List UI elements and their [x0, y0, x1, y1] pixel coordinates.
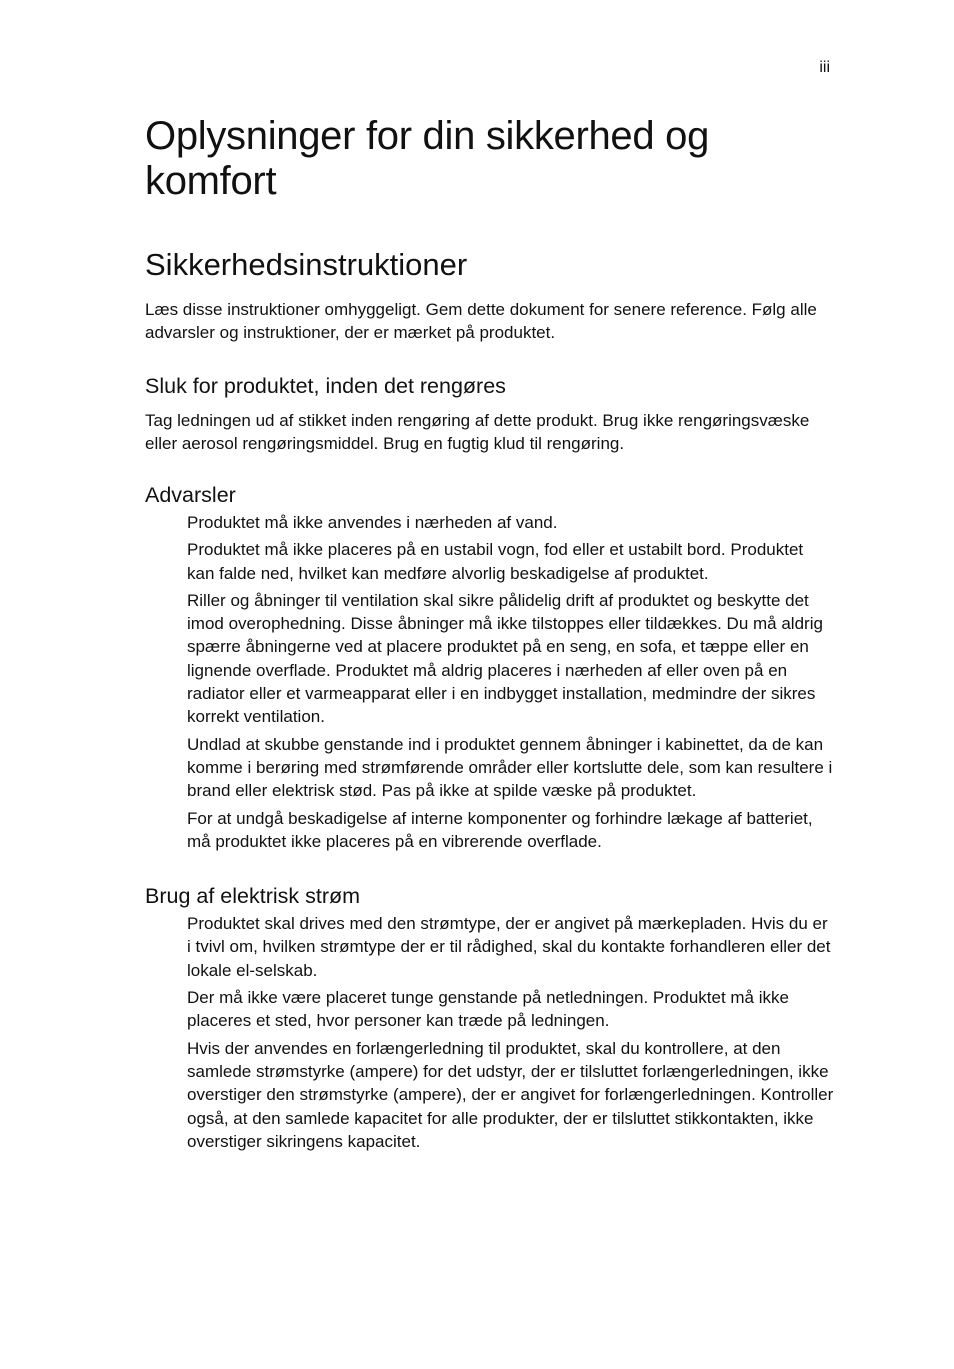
warning-item: Produktet må ikke placeres på en ustabil vogn, fod eller et ustabilt bord. Produktet kan falde ned, hvilket kan medføre alvorlig beskadigelse af produktet.	[187, 540, 804, 583]
warning-item: Riller og åbninger til ventilation skal sikre pålidelig drift af produktet og beskytte det imod overophedning. Disse åbninger må ikke tilstoppes eller tildækkes. Du må aldrig spærre åbningerne ved at placere produktet på en seng, en sofa, et tæppe eller en lignende overflade. Produktet må aldrig placeres i nærheden af eller oven på en radiator eller et varmeapparat eller i en indbygget installation, medmindre der sikres korrekt ventilation.	[187, 590, 823, 727]
section-intro-text: Læs disse instruktioner omhyggeligt. Gem dette dokument for senere reference. Følg alle advarsler og instruktioner, der er mærket på produktet.	[145, 300, 817, 342]
cleaning-text: Tag ledningen ud af stikket inden rengøring af dette produkt. Brug ikke rengøringsvæske eller aerosol rengøringsmiddel. Brug en fugtig klud til rengøring.	[145, 411, 810, 453]
subsection-title-electric-power: Brug af elektrisk strøm	[145, 884, 361, 909]
power-list	[145, 912, 835, 1153]
warning-item: Undlad at skubbe genstande ind i produktet gennem åbninger i kabinettet, da de kan komme i berøring med strømførende områder eller kortslutte dele, som kan resultere i brand eller elektrisk stød. Pas på ikke at spilde væske på produktet.	[187, 734, 833, 801]
power-item: Der må ikke være placeret tunge genstande på netledningen. Produktet må ikke placeres et sted, hvor personer kan træde på ledningen.	[187, 988, 789, 1031]
subsection-title-cleaning: Sluk for produktet, inden det rengøres	[145, 374, 506, 398]
document-body	[145, 114, 835, 1157]
page-number: iii	[819, 59, 830, 76]
section-title-safety-instructions: Sikkerhedsinstruktioner	[145, 247, 468, 282]
warning-item: For at undgå beskadigelse af interne komponenter og forhindre lækage af batteriet, må produktet ikke placeres på en vibrerende overflade.	[187, 808, 813, 851]
power-item: Hvis der anvendes en forlængerledning til produktet, skal du kontrollere, at den samlede strømstyrke (ampere) for det udstyr, der er tilsluttet forlængerledningen, ikke overstiger den strømstyrke (ampere), der er angivet for forlængerledningen. Kontroller også, at den samlede kapacitet for alle produkter, der er tilsluttet stikkontakten, ikke overstiger sikringens kapacitet.	[187, 1038, 834, 1151]
warnings-list	[145, 511, 835, 853]
power-item: Produktet skal drives med den strømtype, der er angivet på mærkepladen. Hvis du er i tvivl om, hvilken strømtype der er til rådighed, skal du kontakte forhandleren eller det lokale el-selskab.	[187, 914, 831, 980]
page-title: Oplysninger for din sikkerhed og komfort	[145, 114, 710, 203]
subsection-title-warnings: Advarsler	[145, 483, 236, 507]
warning-item: Produktet må ikke anvendes i nærheden af vand.	[187, 513, 558, 532]
